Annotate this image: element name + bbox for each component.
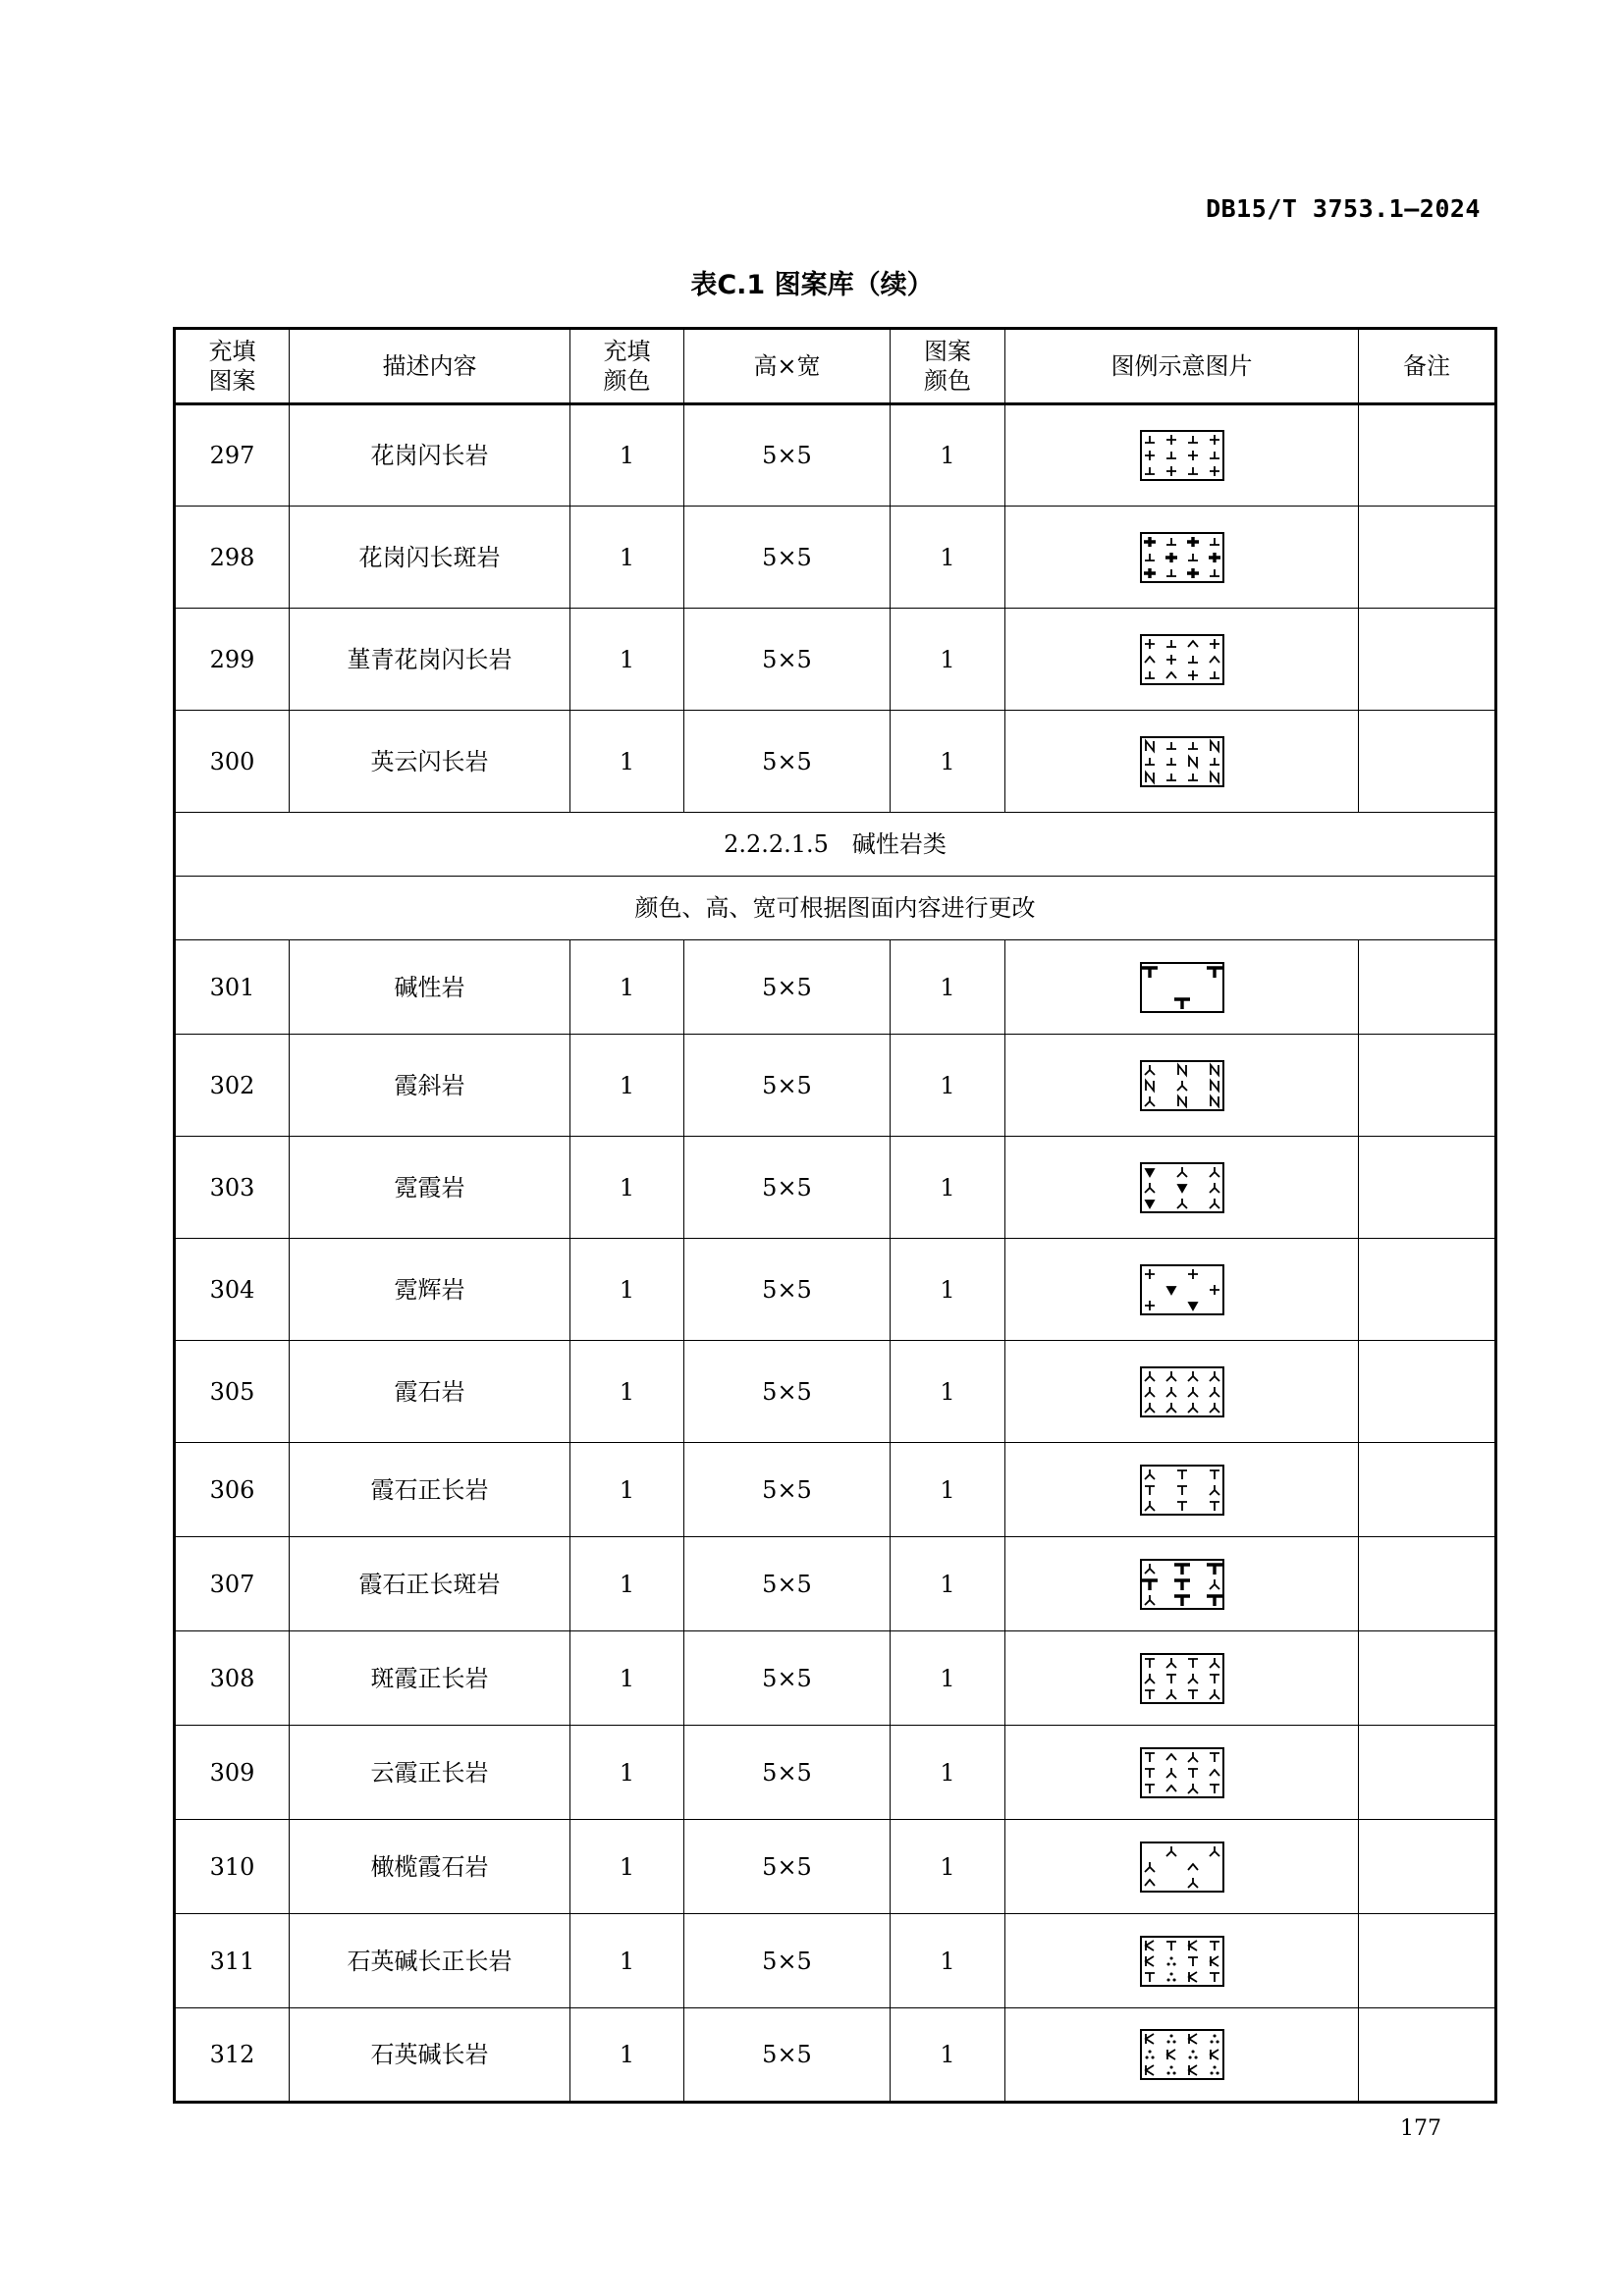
- section-row: [175, 813, 1496, 877]
- fill-color-cell: 1: [570, 609, 684, 711]
- remarks-cell: [1359, 1239, 1496, 1341]
- caret-y-sparse-pattern: [1140, 1842, 1224, 1893]
- legend-image-cell: [1005, 609, 1359, 711]
- y-tee-pattern: [1140, 1465, 1224, 1516]
- y-bold-tee-pattern: [1140, 1559, 1224, 1610]
- fill-color-cell: 1: [570, 1631, 684, 1726]
- table-row: [175, 2008, 1496, 2103]
- remarks-cell: [1359, 1820, 1496, 1914]
- legend-image-cell: [1005, 1820, 1359, 1914]
- legend-image-cell: [1005, 1443, 1359, 1537]
- description-cell: 石英碱长岩: [290, 2008, 570, 2103]
- remarks-cell: [1359, 1726, 1496, 1820]
- plus-tee-pattern: [1140, 430, 1224, 481]
- table-row: [175, 1631, 1496, 1726]
- description-cell: 花岗闪长岩: [290, 404, 570, 507]
- table-row: [175, 1137, 1496, 1239]
- size-cell: 5×5: [684, 1914, 891, 2008]
- dense-y-pattern: [1140, 1366, 1224, 1417]
- description-cell: 霓辉岩: [290, 1239, 570, 1341]
- size-cell: 5×5: [684, 1239, 891, 1341]
- table-title: 表C.1 图案库（续）: [690, 270, 934, 300]
- pattern-id-cell: 309: [175, 1726, 290, 1820]
- pattern-id-cell: 306: [175, 1443, 290, 1537]
- table-row: [175, 1820, 1496, 1914]
- pattern-color-cell: 1: [891, 1537, 1005, 1631]
- pattern-color-cell: 1: [891, 1631, 1005, 1726]
- remarks-cell: [1359, 609, 1496, 711]
- description-cell: 碱性岩: [290, 940, 570, 1035]
- remarks-cell: [1359, 404, 1496, 507]
- header-fill-pattern: 充填 图案: [175, 329, 290, 404]
- pattern-id-cell: 311: [175, 1914, 290, 2008]
- table-row: [175, 1035, 1496, 1137]
- size-cell: 5×5: [684, 404, 891, 507]
- pattern-color-cell: 1: [891, 1137, 1005, 1239]
- n-tee-pattern: [1140, 736, 1224, 787]
- fill-color-cell: 1: [570, 711, 684, 813]
- description-cell: 霞石岩: [290, 1341, 570, 1443]
- size-cell: 5×5: [684, 711, 891, 813]
- legend-image-cell: [1005, 1035, 1359, 1137]
- page-number: 177: [1400, 2116, 1441, 2141]
- description-cell: 英云闪长岩: [290, 711, 570, 813]
- description-cell: 云霞正长岩: [290, 1726, 570, 1820]
- fill-color-cell: 1: [570, 1537, 684, 1631]
- legend-image-cell: [1005, 1726, 1359, 1820]
- legend-image-cell: [1005, 711, 1359, 813]
- pattern-id-cell: 297: [175, 404, 290, 507]
- pattern-color-cell: 1: [891, 1341, 1005, 1443]
- remarks-cell: [1359, 711, 1496, 813]
- pattern-id-cell: 308: [175, 1631, 290, 1726]
- pattern-id-cell: 300: [175, 711, 290, 813]
- legend-image-cell: [1005, 1137, 1359, 1239]
- description-cell: 霞石正长斑岩: [290, 1537, 570, 1631]
- remarks-cell: [1359, 1035, 1496, 1137]
- remarks-cell: [1359, 1341, 1496, 1443]
- table-row: [175, 711, 1496, 813]
- size-cell: 5×5: [684, 1537, 891, 1631]
- legend-image-cell: [1005, 1631, 1359, 1726]
- pattern-id-cell: 304: [175, 1239, 290, 1341]
- pattern-color-cell: 1: [891, 404, 1005, 507]
- size-cell: 5×5: [684, 2008, 891, 2103]
- fill-color-cell: 1: [570, 1820, 684, 1914]
- table-row: [175, 404, 1496, 507]
- pattern-color-cell: 1: [891, 711, 1005, 813]
- table-row: [175, 1239, 1496, 1341]
- table-row: [175, 609, 1496, 711]
- pattern-id-cell: 298: [175, 507, 290, 609]
- plus-caret-tee-pattern: [1140, 634, 1224, 685]
- size-cell: 5×5: [684, 1137, 891, 1239]
- fill-color-cell: 1: [570, 507, 684, 609]
- description-cell: 花岗闪长斑岩: [290, 507, 570, 609]
- header-legend-image: 图例示意图片: [1005, 329, 1359, 404]
- remarks-cell: [1359, 1137, 1496, 1239]
- pattern-color-cell: 1: [891, 1820, 1005, 1914]
- description-cell: 橄榄霞石岩: [290, 1820, 570, 1914]
- fill-color-cell: 1: [570, 1443, 684, 1537]
- legend-image-cell: [1005, 404, 1359, 507]
- size-cell: 5×5: [684, 940, 891, 1035]
- fill-color-cell: 1: [570, 2008, 684, 2103]
- fill-color-cell: 1: [570, 1914, 684, 2008]
- pattern-id-cell: 302: [175, 1035, 290, 1137]
- fill-color-cell: 1: [570, 1035, 684, 1137]
- fill-color-cell: 1: [570, 404, 684, 507]
- fill-color-cell: 1: [570, 1341, 684, 1443]
- size-cell: 5×5: [684, 507, 891, 609]
- pattern-id-cell: 307: [175, 1537, 290, 1631]
- pattern-id-cell: 303: [175, 1137, 290, 1239]
- description-cell: 霓霞岩: [290, 1137, 570, 1239]
- fill-color-cell: 1: [570, 1726, 684, 1820]
- table-row: [175, 940, 1496, 1035]
- pattern-color-cell: 1: [891, 1726, 1005, 1820]
- remarks-cell: [1359, 1914, 1496, 2008]
- size-cell: 5×5: [684, 1820, 891, 1914]
- table-row: [175, 1726, 1496, 1820]
- big-tee-pattern: [1140, 962, 1224, 1013]
- pattern-color-cell: 1: [891, 940, 1005, 1035]
- section-heading: 颜色、高、宽可根据图面内容进行更改: [175, 877, 1496, 940]
- table-row: [175, 1914, 1496, 2008]
- legend-image-cell: [1005, 1239, 1359, 1341]
- size-cell: 5×5: [684, 1631, 891, 1726]
- remarks-cell: [1359, 2008, 1496, 2103]
- pattern-color-cell: 1: [891, 1239, 1005, 1341]
- description-cell: 霞斜岩: [290, 1035, 570, 1137]
- pattern-color-cell: 1: [891, 1035, 1005, 1137]
- pattern-color-cell: 1: [891, 609, 1005, 711]
- pattern-color-cell: 1: [891, 1914, 1005, 2008]
- bold-plus-tee-pattern: [1140, 532, 1224, 583]
- remarks-cell: [1359, 1631, 1496, 1726]
- size-cell: 5×5: [684, 1341, 891, 1443]
- fill-color-cell: 1: [570, 940, 684, 1035]
- pattern-id-cell: 301: [175, 940, 290, 1035]
- header-fill-color: 充填 颜色: [570, 329, 684, 404]
- legend-image-cell: [1005, 1537, 1359, 1631]
- pattern-color-cell: 1: [891, 2008, 1005, 2103]
- description-cell: 斑霞正长岩: [290, 1631, 570, 1726]
- section-heading: 2.2.2.1.5 碱性岩类: [175, 813, 1496, 877]
- pattern-id-cell: 310: [175, 1820, 290, 1914]
- remarks-cell: [1359, 940, 1496, 1035]
- fill-color-cell: 1: [570, 1239, 684, 1341]
- arrow-cross-pattern: [1140, 1264, 1224, 1315]
- table-row: [175, 1537, 1496, 1631]
- pattern-id-cell: 305: [175, 1341, 290, 1443]
- pattern-color-cell: 1: [891, 1443, 1005, 1537]
- description-cell: 堇青花岗闪长岩: [290, 609, 570, 711]
- size-cell: 5×5: [684, 1443, 891, 1537]
- legend-image-cell: [1005, 1914, 1359, 2008]
- table-row: [175, 1443, 1496, 1537]
- legend-image-cell: [1005, 1341, 1359, 1443]
- description-cell: 石英碱长正长岩: [290, 1914, 570, 2008]
- caret-y-tee-pattern: [1140, 1747, 1224, 1798]
- legend-image-cell: [1005, 2008, 1359, 2103]
- pattern-id-cell: 299: [175, 609, 290, 711]
- header-remarks: 备注: [1359, 329, 1496, 404]
- header-size: 高×宽: [684, 329, 891, 404]
- size-cell: 5×5: [684, 609, 891, 711]
- document-id: DB15/T 3753.1—2024: [1206, 194, 1481, 223]
- fill-color-cell: 1: [570, 1137, 684, 1239]
- size-cell: 5×5: [684, 1035, 891, 1137]
- pattern-library-table: [173, 327, 1497, 2104]
- small-y-tee-pattern: [1140, 1653, 1224, 1704]
- header-description: 描述内容: [290, 329, 570, 404]
- table-header-row: [175, 329, 1496, 404]
- legend-image-cell: [1005, 507, 1359, 609]
- description-cell: 霞石正长岩: [290, 1443, 570, 1537]
- pattern-id-cell: 312: [175, 2008, 290, 2103]
- remarks-cell: [1359, 1443, 1496, 1537]
- k-dots-pattern: [1140, 2029, 1224, 2080]
- k-tee-dot-pattern: [1140, 1936, 1224, 1987]
- pattern-color-cell: 1: [891, 507, 1005, 609]
- legend-image-cell: [1005, 940, 1359, 1035]
- remarks-cell: [1359, 1537, 1496, 1631]
- table-body: [175, 404, 1496, 2103]
- section-row: [175, 877, 1496, 940]
- remarks-cell: [1359, 507, 1496, 609]
- table-row: [175, 507, 1496, 609]
- size-cell: 5×5: [684, 1726, 891, 1820]
- table-row: [175, 1341, 1496, 1443]
- header-pattern-color: 图案 颜色: [891, 329, 1005, 404]
- y-n-pattern: [1140, 1060, 1224, 1111]
- arrow-y-pattern: [1140, 1162, 1224, 1213]
